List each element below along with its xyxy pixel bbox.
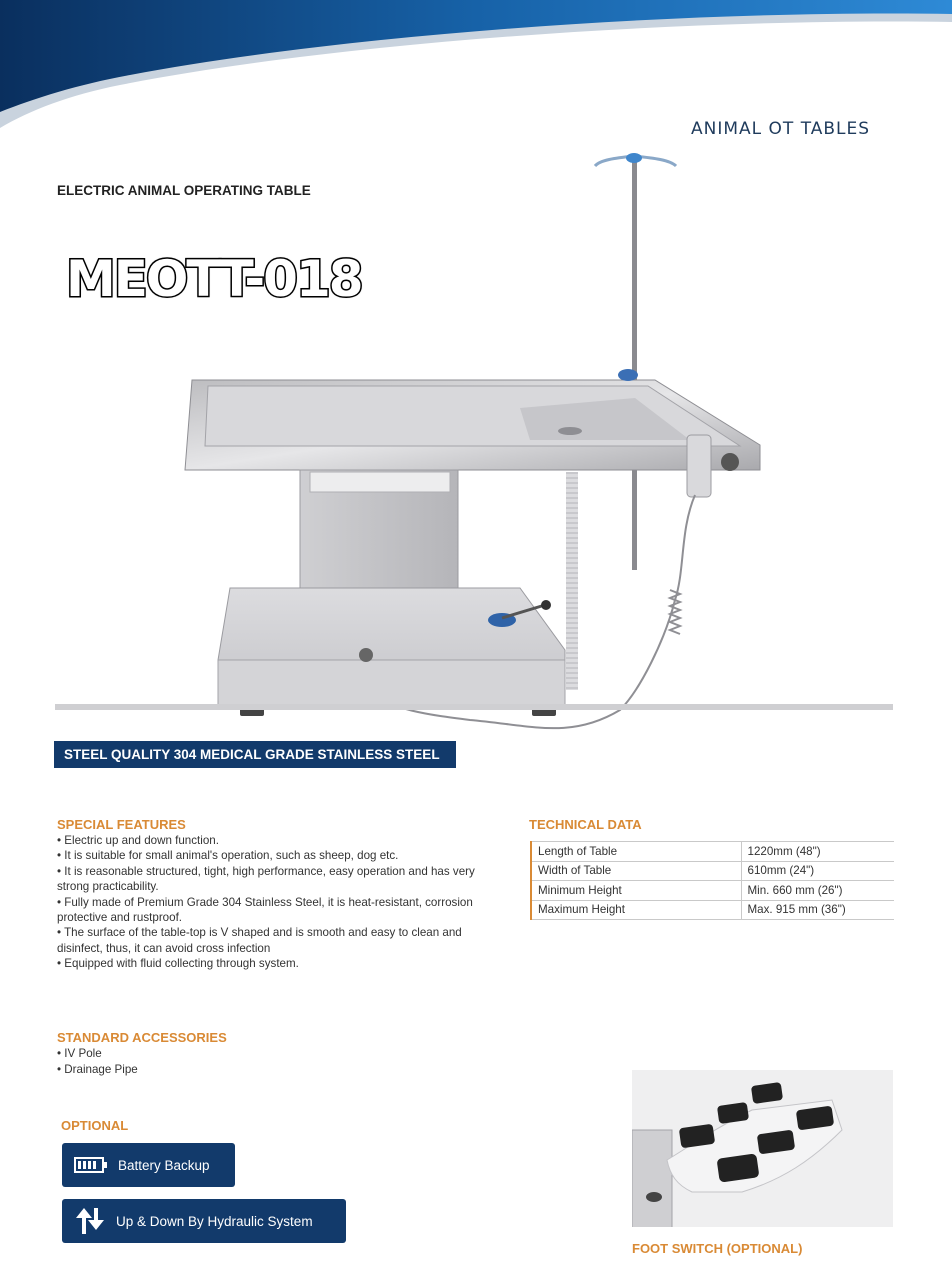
table-row	[531, 842, 894, 862]
foot-switch-image	[632, 1070, 893, 1227]
standard-accessories-list	[57, 1046, 138, 1078]
battery-backup-label: Battery Backup	[118, 1157, 210, 1173]
hydraulic-system-label: Up & Down By Hydraulic System	[116, 1213, 313, 1229]
feature-item: • Equipped with fluid collecting through system.	[57, 956, 499, 971]
spec-value: Max. 915 mm (36")	[741, 900, 894, 920]
foot-switch-caption: FOOT SWITCH (OPTIONAL)	[632, 1241, 803, 1256]
spec-label: Minimum Height	[531, 881, 741, 901]
feature-item: • The surface of the table-top is V shaped and is smooth and easy to clean and disinfect, thus, it can avoid cross infection	[57, 925, 499, 956]
spec-value: 610mm (24")	[741, 861, 894, 881]
up-down-arrows-icon	[72, 1206, 106, 1236]
battery-backup-option	[62, 1143, 235, 1187]
technical-data-heading: TECHNICAL DATA	[529, 817, 642, 832]
battery-icon	[74, 1156, 108, 1174]
table-row	[531, 900, 894, 920]
steel-quality-banner: STEEL QUALITY 304 MEDICAL GRADE STAINLESS STEEL	[54, 741, 456, 768]
feature-item: • It is reasonable structured, tight, high performance, easy operation and has very strong practicability.	[57, 864, 499, 895]
model-code: MEOTT-018	[66, 250, 362, 308]
floor-line	[55, 704, 893, 710]
feature-item: • Fully made of Premium Grade 304 Stainless Steel, it is heat-resistant, corrosion protective and rustproof.	[57, 895, 499, 926]
spec-value: Min. 660 mm (26")	[741, 881, 894, 901]
operating-table-image	[170, 150, 770, 740]
spec-label: Length of Table	[531, 842, 741, 862]
product-subtitle: ELECTRIC ANIMAL OPERATING TABLE	[57, 183, 311, 198]
table-row	[531, 861, 894, 881]
spec-value: 1220mm (48")	[741, 842, 894, 862]
accessory-item: • IV Pole	[57, 1046, 138, 1062]
feature-item: • It is suitable for small animal's operation, such as sheep, dog etc.	[57, 848, 499, 863]
technical-data-table	[530, 841, 894, 920]
optional-heading: OPTIONAL	[61, 1118, 129, 1133]
spec-label: Width of Table	[531, 861, 741, 881]
category-title: ANIMAL OT TABLES	[691, 119, 871, 139]
standard-accessories-heading: STANDARD ACCESSORIES	[57, 1030, 227, 1045]
special-features-list	[57, 833, 499, 972]
feature-item: • Electric up and down function.	[57, 833, 499, 848]
spec-label: Maximum Height	[531, 900, 741, 920]
hydraulic-system-option	[62, 1199, 346, 1243]
table-row	[531, 881, 894, 901]
special-features-heading: SPECIAL FEATURES	[57, 817, 186, 832]
accessory-item: • Drainage Pipe	[57, 1062, 138, 1078]
